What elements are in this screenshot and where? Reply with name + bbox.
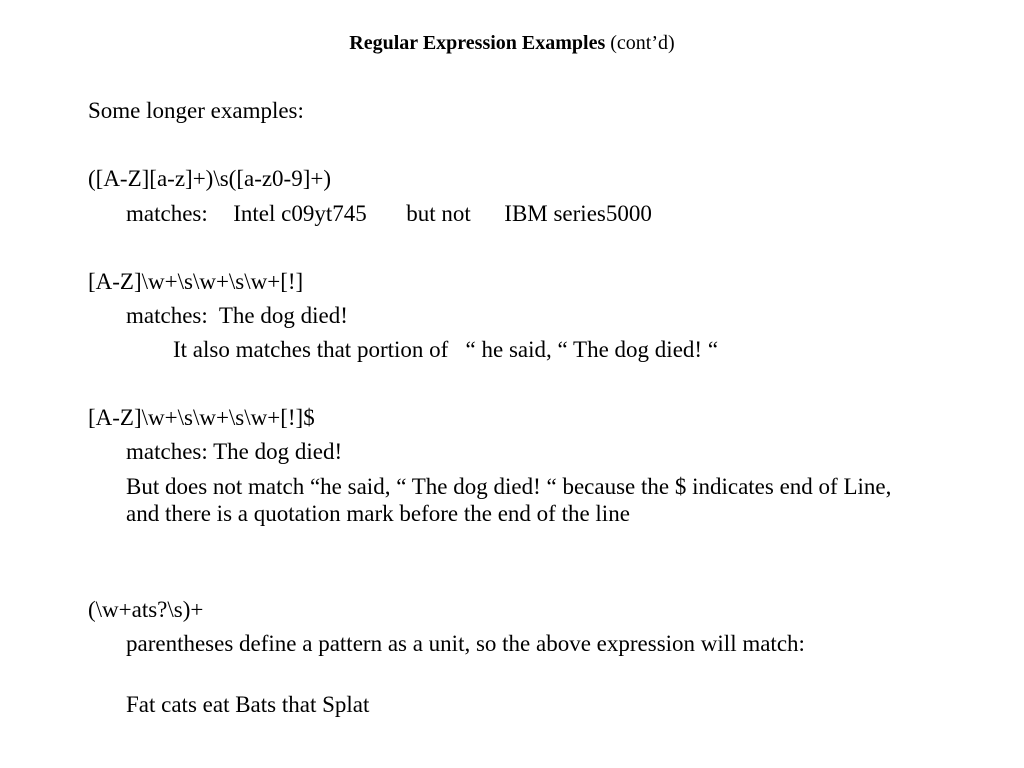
example3-matches-line: matches: The dog died! <box>126 439 343 464</box>
slide-title-suffix: (cont’d) <box>610 32 675 54</box>
example1-non-match: IBM series5000 <box>504 201 652 226</box>
slide-title <box>0 29 1024 57</box>
slide-title-bold: Regular Expression Examples <box>349 32 606 54</box>
example4-sample: Fat cats eat Bats that Splat <box>126 692 370 717</box>
example1-match: Intel c09yt745 <box>233 201 367 226</box>
example4-pattern: (\w+ats?\s)+ <box>88 597 204 622</box>
example2-pattern: [A-Z]\w+\s\w+\s\w+[!] <box>88 269 304 294</box>
example3-pattern: [A-Z]\w+\s\w+\s\w+[!]$ <box>88 405 315 430</box>
intro-text: Some longer examples: <box>88 98 304 123</box>
example4-explanation: parentheses define a pattern as a unit, so the above expression will match: <box>126 631 805 656</box>
example1-but-not: but not <box>406 201 471 226</box>
example1-matches-line <box>126 200 652 227</box>
example2-note: It also matches that portion of “ he said, “ The dog died! “ <box>173 337 719 362</box>
example3-note: But does not match “he said, “ The dog died! “ because the $ indicates end of Line, and there is a quotation mark before the end of the line <box>126 474 892 526</box>
example1-pattern: ([A-Z][a-z]+)\s([a-z0-9]+) <box>88 166 332 191</box>
example1-matches-label: matches: <box>126 201 208 226</box>
example2-matches-line: matches: The dog died! <box>126 303 348 328</box>
